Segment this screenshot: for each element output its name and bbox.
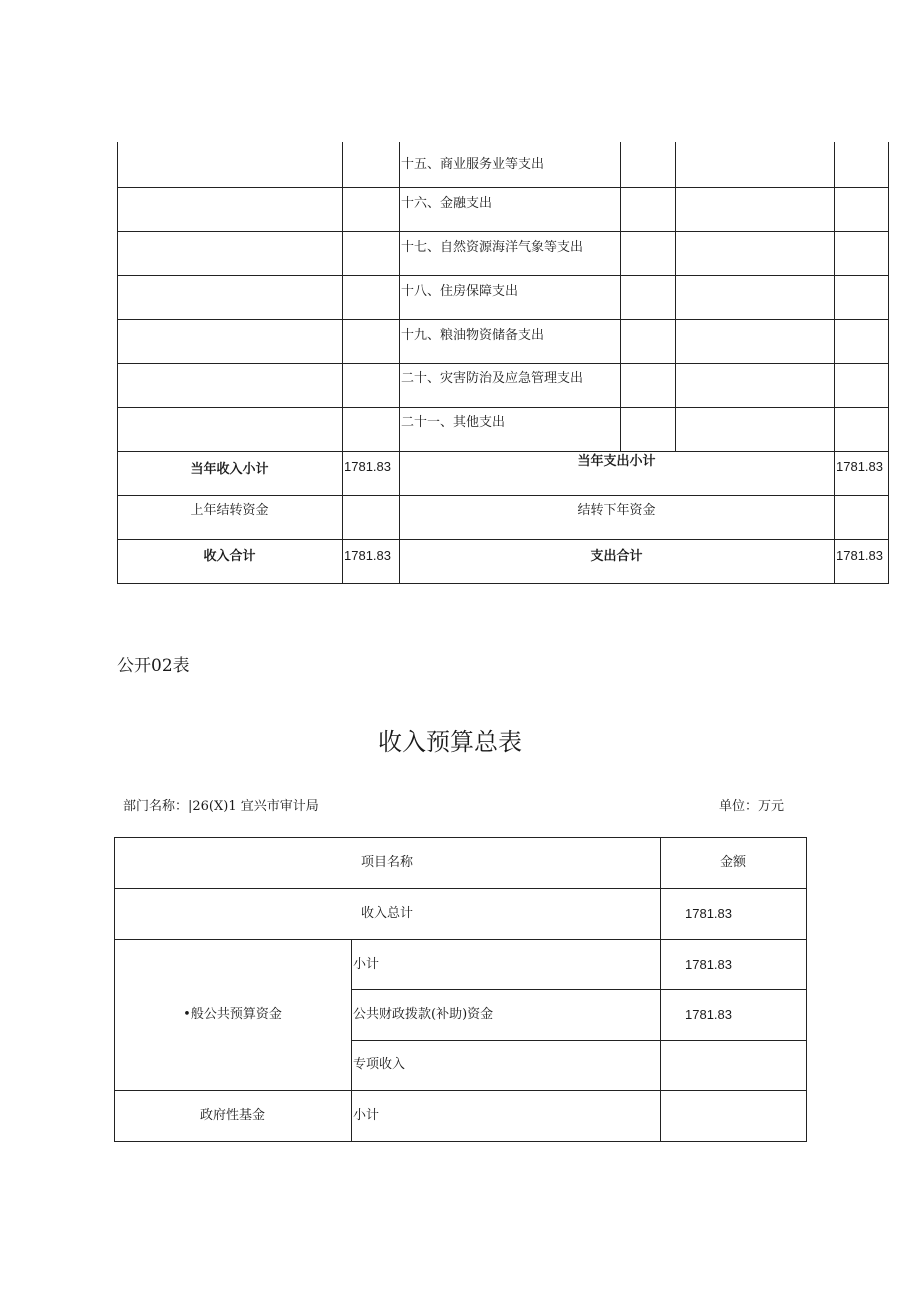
- income-total-value: 1781.83: [344, 548, 391, 563]
- general-budget-row-label: 专项收入: [353, 1057, 406, 1072]
- expense-row-label: 二十、灾害防治及应急管理支出: [401, 371, 584, 386]
- next-year-carryover-label: 结转下年资金: [577, 503, 656, 518]
- gov-fund-row-label: 小计: [353, 1108, 380, 1123]
- general-budget-label: •般公共预算资金: [183, 1007, 282, 1022]
- expense-row-label: 十九、粮油物资储备支出: [401, 328, 545, 343]
- income-subtotal-value: 1781.83: [344, 459, 391, 474]
- expense-subtotal-value: 1781.83: [836, 459, 883, 474]
- general-budget-row-value: 1781.83: [685, 957, 732, 972]
- expense-row-label: 十八、住房保障支出: [401, 284, 519, 299]
- expense-total-label: 支出合计: [590, 549, 643, 564]
- page-title: 收入预算总表: [378, 728, 522, 756]
- expense-row-label: 十五、商业服务业等支出: [401, 157, 545, 172]
- expense-row-label: 十七、自然资源海洋气象等支出: [401, 240, 584, 255]
- column-header-amount: 金额: [719, 855, 746, 870]
- income-total-value: 1781.83: [685, 906, 732, 921]
- expense-row-label: 二十一、其他支出: [401, 415, 506, 430]
- table-tag: 公开02表: [117, 656, 190, 676]
- expense-total-value: 1781.83: [836, 548, 883, 563]
- column-header-name: 项目名称: [360, 855, 413, 870]
- income-subtotal-label: 当年收入小计: [190, 462, 269, 477]
- general-budget-row-value: 1781.83: [685, 1007, 732, 1022]
- expense-row-label: 十六、金融支出: [401, 196, 493, 211]
- general-budget-row-label: 小计: [353, 957, 380, 972]
- income-total-label: 收入合计: [203, 549, 256, 564]
- general-budget-row-label: 公共财政拨款(补助)资金: [353, 1007, 494, 1022]
- gov-fund-label: 政府性基金: [199, 1108, 265, 1123]
- income-total-label: 收入总计: [360, 906, 413, 921]
- expense-subtotal-label: 当年支出小计: [577, 454, 656, 469]
- department-label: 部门名称：|26(X)1 宜兴市审计局: [123, 799, 319, 814]
- unit-label: 单位：万元: [719, 799, 785, 814]
- prior-year-carryover-label: 上年结转资金: [190, 503, 269, 518]
